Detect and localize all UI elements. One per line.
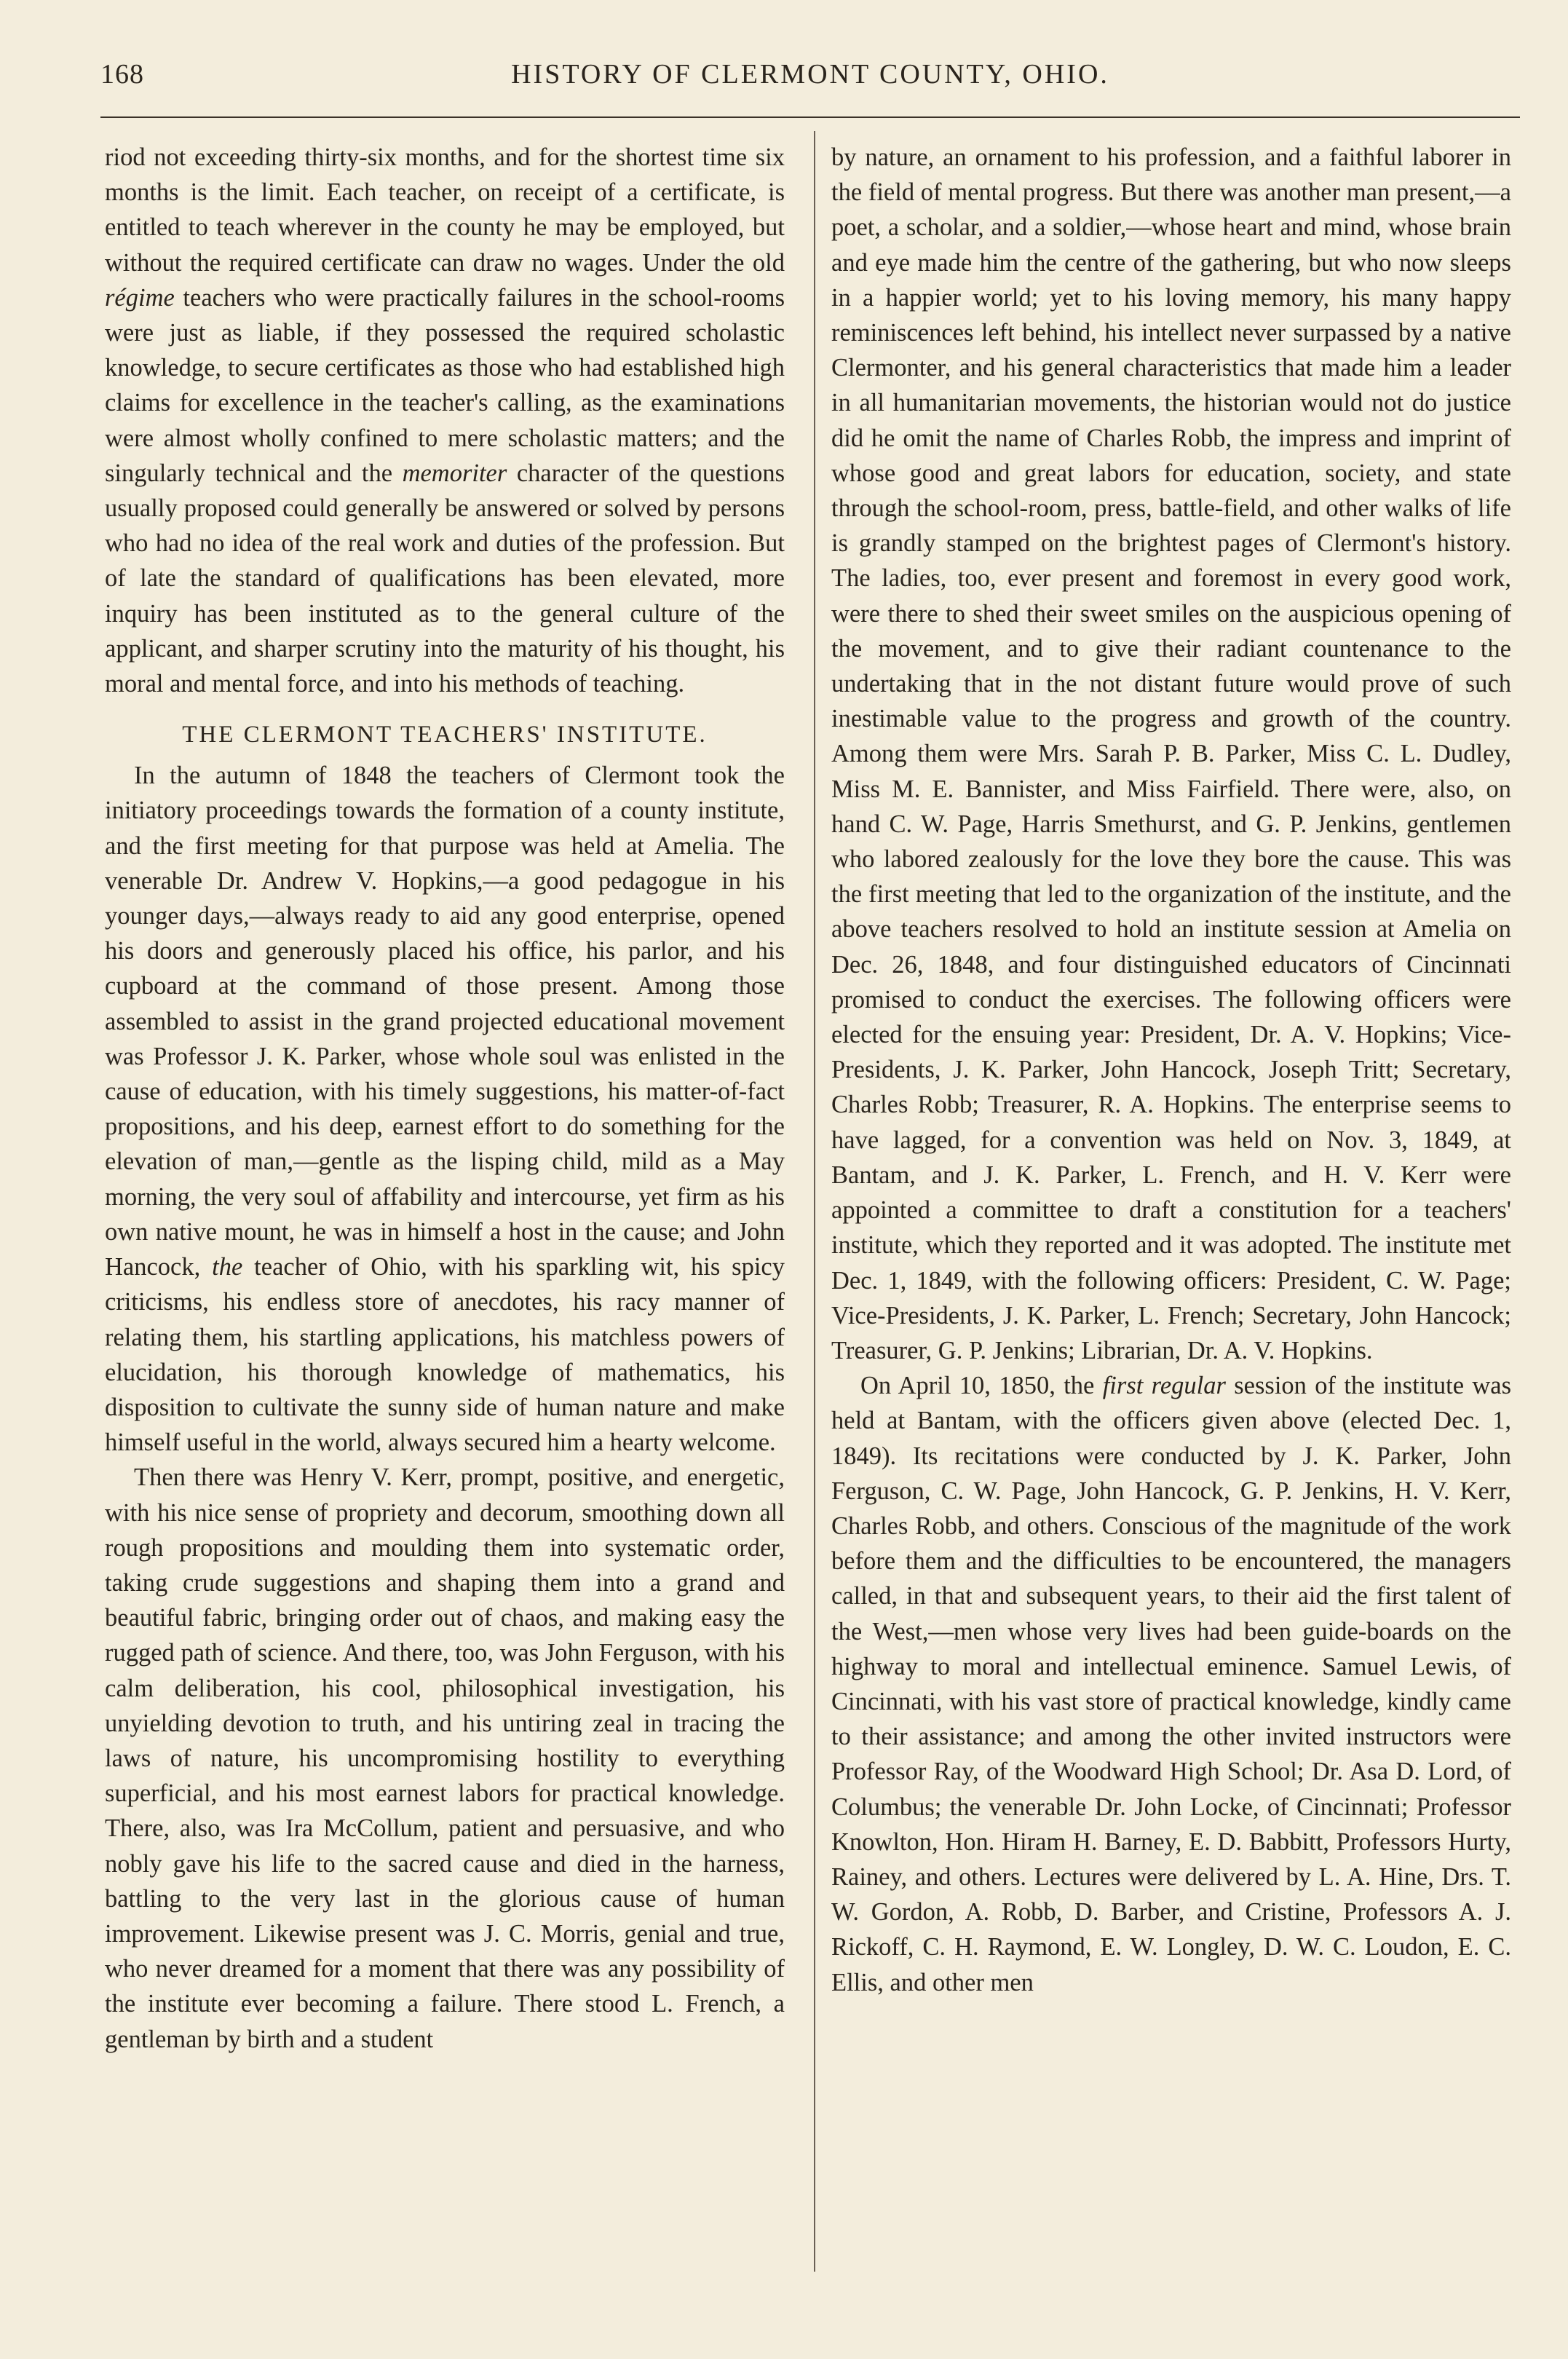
paragraph-first-regular-session <box>831 1368 1511 2000</box>
paragraph-institute-founding <box>105 758 785 1460</box>
page-number: 168 <box>100 59 144 90</box>
paragraph-exam-standards <box>105 140 785 701</box>
section-heading: THE CLERMONT TEACHERS' INSTITUTE. <box>182 722 708 748</box>
right-column <box>831 140 1511 2000</box>
text-run: On April 10, 1850, the <box>860 1372 1103 1400</box>
paragraph-charles-robb: by nature, an ornament to his profession, and a faithful laborer in the field of mental progress. But there was another man present,—a poet, a scholar, and a soldier,—whose heart and mind, whose brain and eye made him the centre of the gathering, but who now sleeps in a happier world; yet to his loving memory, his many happy reminiscences left behind, his intellect never surpassed by a native Clermonter, and his general characteristics that made him a leader in all humanitarian movements, the historian would not do justice did he omit the name of Charles Robb, the impress and imprint of whose good and great labors for education, society, and state through the school-room, press, battle-field, and other walks of life is grandly stamped on the brightest pages of Clermont's history. The ladies, too, ever present and foremost in every good work, were there to shed their sweet smiles on the auspicious opening of the movement, and to give their radiant countenance to the undertaking that in the not distant future would prove of such inestimable value to the progress and growth of the country. Among them were Mrs. Sarah P. B. Parker, Miss C. L. Dudley, Miss M. E. Bannister, and Miss Fairfield. There were, also, on hand C. W. Page, Harris Smethurst, and G. P. Jenkins, gentlemen who labored zealously for the love they bore the cause. This was the first meeting that led to the organization of the institute, and the above teachers resolved to hold an institute session at Amelia on Dec. 26, 1848, and four distinguished educators of Cincinnati promised to conduct the exercises. The following officers were elected for the ensuing year: President, Dr. A. V. Hopkins; Vice-Presidents, J. K. Parker, John Hancock, Joseph Tritt; Secretary, Charles Robb; Treasurer, R. A. Hopkins. The enterprise seems to have lagged, for a convention was held on Nov. 3, 1849, at Bantam, and J. K. Parker, L. French, and H. V. Kerr were appointed a committee to draft a constitution for a teachers' institute, which they reported and it was adopted. The institute met Dec. 1, 1849, with the following officers: President, C. W. Page; Vice-Presidents, J. K. Parker, L. French; Secretary, John Hancock; Treasurer, G. P. Jenkins; Librarian, Dr. A. V. Hopkins. <box>831 143 1511 1364</box>
page-header <box>100 58 1520 105</box>
header-rule <box>100 116 1520 118</box>
text-run: teacher of Ohio, with his sparkling wit, his spicy criticisms, his endless store of anecdotes, his racy manner of relating them, his startling applications, his matchless powers of elucidation, his thorough knowledge of mathematics, his disposition to cultivate the sunny side of human nature and make himself useful in the world, always secured him a hearty welcome. <box>105 1253 785 1457</box>
running-title: HISTORY OF CLERMONT COUNTY, OHIO. <box>511 59 1109 90</box>
text-run: character of the questions usually proposed could generally be answered or solved by persons who had no idea of the real work and duties of the profession. But of late the standard of qualifications has been elevated, more inquiry has been instituted as to the general culture of the applicant, and sharper scrutiny into the maturity of his thought, his moral and mental force, and into his methods of teaching. <box>105 459 785 698</box>
text-run: riod not exceeding thirty-six months, and for the shortest time six months is the limit. Each teacher, on receipt of a certificate, is entitled to teach wherever in the county he may be employed, but without the required certificate can draw no wages. Under the old <box>105 143 785 277</box>
column-divider <box>814 131 815 2272</box>
text-run: session of the institute was held at Bantam, with the officers given above (elected Dec. 1, 1849). Its recitations were conducted by J. K. Parker, John Ferguson, C. W. Page, John Hancock, G. P. Jenkins, H. V. Kerr, Charles Robb, and others. Conscious of the magnitude of the work before them and the difficulties to be encountered, the managers called, in that and subsequent years, to their aid the first talent of the West,—men whose very lives had been guide-boards on the highway to moral and intellectual eminence. Samuel Lewis, of Cincinnati, with his vast store of practical knowledge, kindly came to their assistance; and among the other invited instructors were Professor Ray, of the Woodward High School; Dr. Asa D. Lord, of Columbus; the venerable Dr. John Locke, of Cincinnati; Professor Knowlton, Hon. Hiram H. Barney, E. D. Babbitt, Professors Hurty, Rainey, and others. Lectures were delivered by L. A. Hine, Drs. T. W. Gordon, A. Robb, D. Barber, and Cristine, Professors A. J. Rickoff, C. H. Raymond, E. W. Longley, D. W. C. Loudon, E. C. Ellis, and other men <box>831 1372 1512 1996</box>
italic-term-first-regular: first regular <box>1102 1372 1226 1400</box>
italic-term-regime: régime <box>105 283 175 312</box>
italic-term-the: the <box>212 1253 243 1281</box>
italic-term-memoriter: memoriter <box>402 459 507 487</box>
paragraph-kerr-ferguson: Then there was Henry V. Kerr, prompt, positive, and energetic, with his nice sense of propriety and decorum, smoothing down all rough propositions and moulding them into systematic order, taking crude suggestions and shaping them into a grand and beautiful fabric, bringing order out of chaos, and making easy the rugged path of science. And there, too, was John Ferguson, with his calm deliberation, his cool, philosophical investigation, his unyielding devotion to truth, and his untiring zeal in tracing the laws of nature, his uncompromising hostility to everything superficial, and his most earnest labors for practical knowledge. There, also, was Ira McCollum, patient and persuasive, and who nobly gave his life to the sacred cause and died in the harness, battling to the very last in the glorious cause of human improvement. Likewise present was J. C. Morris, genial and true, who never dreamed for a moment that there was any possibility of the institute ever becoming a failure. There stood L. French, a gentleman by birth and a student <box>105 1463 785 2053</box>
left-column <box>105 140 785 2057</box>
text-run: In the autumn of 1848 the teachers of Clermont took the initiatory proceedings towards the formation of a county institute, and the first meeting for that purpose was held at Amelia. The venerable Dr. Andrew V. Hopkins,—a good pedagogue in his younger days,—always ready to aid any good enterprise, opened his doors and generously placed his office, his parlor, and his cupboard at the command of those present. Among those assembled to assist in the grand projected educational movement was Professor J. K. Parker, whose whole soul was enlisted in the cause of education, with his timely suggestions, his matter-of-fact propositions, and his deep, earnest effort to do something for the elevation of man,—gentle as the lisping child, mild as a May morning, the very soul of affability and intercourse, yet firm as his own native mount, he was in himself a host in the cause; and John Hancock, <box>105 762 785 1281</box>
text-run: teachers who were practically failures in the school-rooms were just as liable, if they possessed the required scholastic knowledge, to secure certificates as those who had established high claims for excellence in the teacher's calling, as the examinations were almost wholly confined to mere scholastic matters; and the singularly technical and the <box>105 283 785 487</box>
